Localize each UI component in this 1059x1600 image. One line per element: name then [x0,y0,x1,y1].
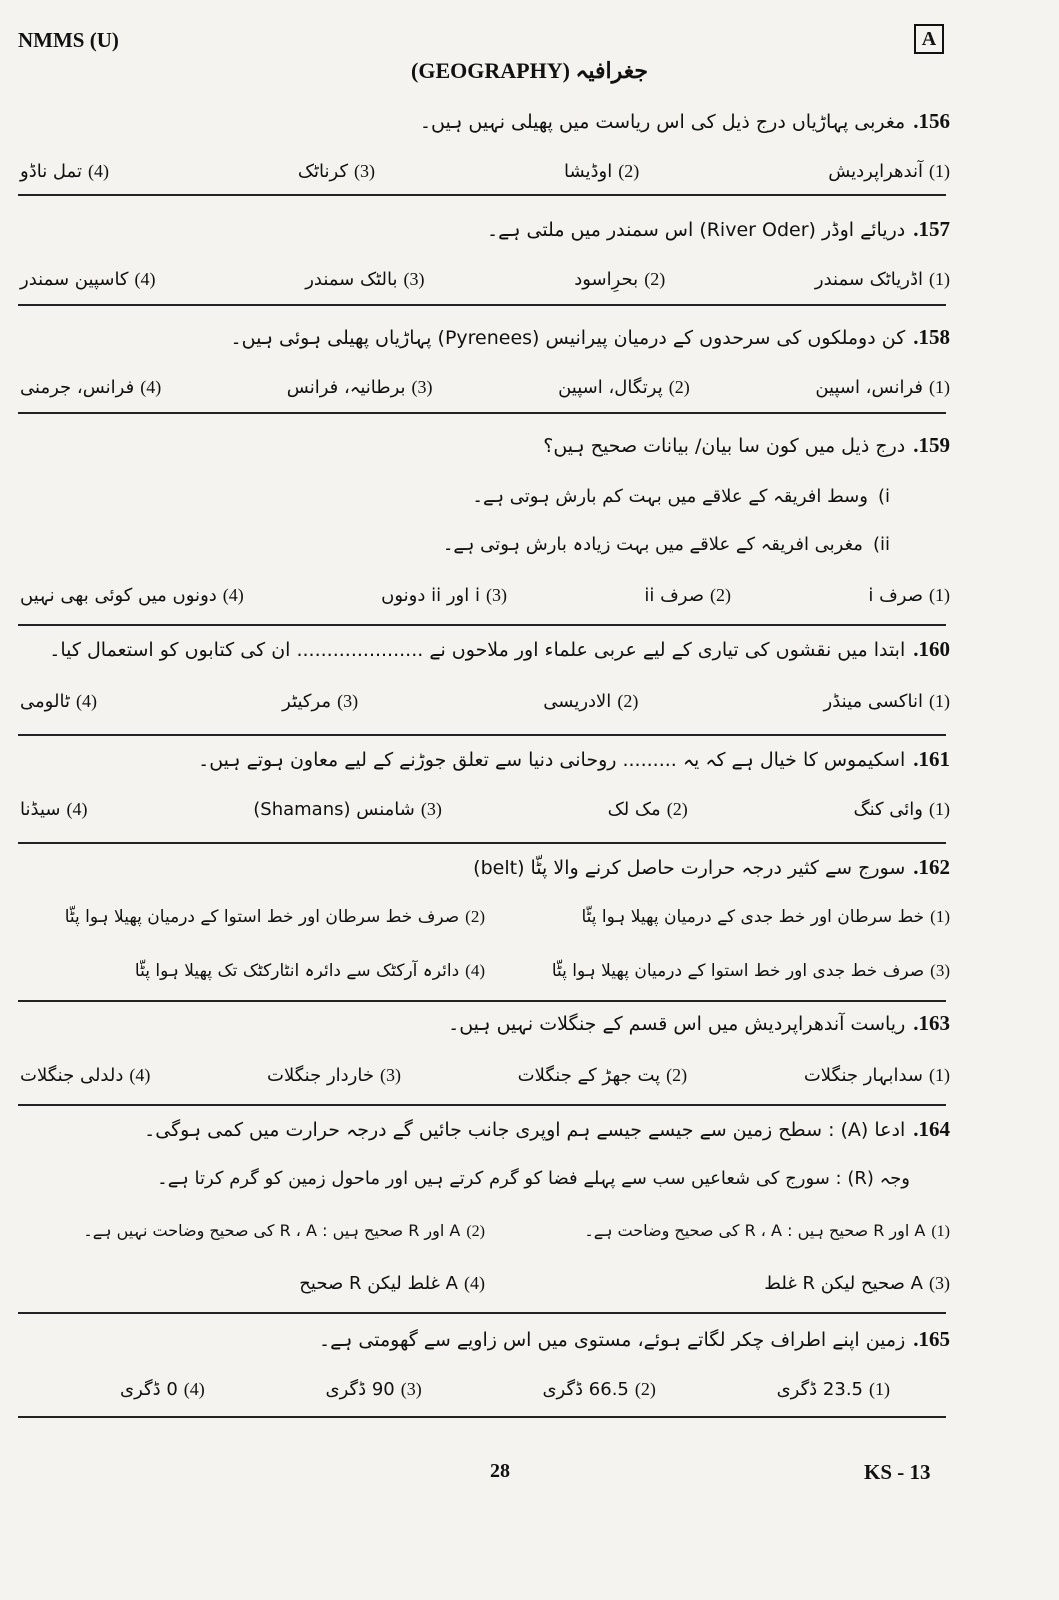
question-number: 164. [913,1117,950,1141]
question-stem: 158.کن دوملکوں کی سرحدوں کے درمیان پیرانیس (Pyrenees) پہاڑیاں پھیلی ہوئی ہیں۔ [230,325,950,349]
question-159 [20,430,950,610]
divider [18,304,946,306]
option-4[interactable]: (4)دلدلی جنگلات [20,1065,151,1086]
options-row-2 [20,1268,950,1298]
options [20,156,950,186]
statement-i: i)وسط افریقہ کے علاقے میں بہت کم بارش ہوتی ہے۔ [472,486,890,507]
option-2[interactable]: (2)پت جھڑ کے جنگلات [517,1065,688,1086]
question-number: 156. [913,109,950,133]
question-stem: 163.ریاست آندھراپردیش میں اس قسم کے جنگلات نہیں ہیں۔ [448,1011,950,1035]
option-1[interactable]: (1)آندھراپردیش [828,161,950,182]
question-number: 157. [913,217,950,241]
question-156 [20,106,950,186]
divider [18,1416,946,1418]
option-1[interactable]: (1)23.5 ڈگری [776,1379,890,1400]
options [20,686,950,716]
question-158 [20,322,950,402]
option-3[interactable]: (3)خاردار جنگلات [267,1065,401,1086]
options [20,794,950,824]
options [20,372,950,402]
paper-code: NMMS (U) [18,28,119,52]
option-1[interactable]: (1)اناکسی مینڈر [823,691,950,712]
option-1[interactable]: (1)اڈریاٹک سمندر [814,269,950,290]
option-2[interactable]: (2)A اور R صحیح ہیں : R ، A کی صحیح وضاحت نہیں ہے۔ [83,1221,485,1240]
divider [18,734,946,736]
option-4[interactable]: (4)سیڈنا [20,799,88,820]
option-1[interactable]: (1)وائی کنگ [853,799,950,820]
option-2[interactable]: (2)66.5 ڈگری [542,1379,656,1400]
question-stem: 159.درج ذیل میں کون سا بیان/ بیانات صحیح ہیں؟ [543,433,950,457]
option-3[interactable]: (3)برطانیہ، فرانس [286,377,433,398]
option-4[interactable]: (4)تمل ناڈو [20,161,109,182]
question-number: 158. [913,325,950,349]
divider [18,842,946,844]
option-1[interactable]: (1)فرانس، اسپین [815,377,950,398]
option-2[interactable]: (2)پرتگال، اسپین [558,377,690,398]
option-2[interactable]: (2)الادریسی [543,691,639,712]
option-4[interactable]: (4)0 ڈگری [120,1379,205,1400]
question-162 [20,852,950,986]
question-157 [20,214,950,294]
divider [18,1104,946,1106]
option-2[interactable]: (2)صرف خط سرطان اور خط استوا کے درمیان پھیلا ہوا پٹّا [64,907,485,927]
option-2[interactable]: (2)صرف ii [644,585,731,606]
options [20,1374,950,1404]
question-164 [20,1114,950,1298]
question-stem: 161.اسکیموس کا خیال ہے کہ یہ ......... روحانی دنیا سے تعلق جوڑنے کے لیے معاون ہوتے ہیں۔ [198,747,950,771]
option-3[interactable]: (3)مرکیٹر [282,691,359,712]
question-number: 162. [913,855,950,879]
option-4[interactable]: (4)ٹالومی [20,691,97,712]
option-1[interactable]: (1)سدابہار جنگلات [803,1065,950,1086]
option-2[interactable]: (2)بحرِاسود [574,269,666,290]
question-number: 160. [913,637,950,661]
option-1[interactable]: (1)A اور R صحیح ہیں : R ، A کی صحیح وضاحت ہے۔ [584,1221,950,1240]
option-4[interactable]: (4)کاسپین سمندر [20,269,156,290]
option-2[interactable]: (2)اوڈیشا [563,161,640,182]
options [20,264,950,294]
divider [18,1000,946,1002]
question-stem: 162.سورج سے کثیر درجہ حرارت حاصل کرنے والا پٹّا (belt) [473,855,950,879]
option-1[interactable]: (1)صرف i [868,585,950,606]
option-4[interactable]: (4)دائرہ آرکٹک سے دائرہ انٹارکٹک تک پھیلا ہوا پٹّا [134,961,485,981]
divider [18,1312,946,1314]
options [20,1060,950,1090]
question-stem: 157.دریائے اوڈر (River Oder) اس سمندر میں ملتی ہے۔ [487,217,950,241]
question-number: 159. [913,433,950,457]
question-number: 163. [913,1011,950,1035]
question-160 [20,634,950,716]
divider [18,624,946,626]
options-row-2 [20,956,950,986]
statement-ii: ii)مغربی افریقہ کے علاقے میں بہت زیادہ بارش ہوتی ہے۔ [442,534,890,555]
set-badge: A [914,24,944,54]
booklet-code: KS - 13 [864,1460,931,1484]
question-stem: 165.زمین اپنے اطراف چکر لگاتے ہوئے، مستوی میں اس زاویے سے گھومتی ہے۔ [318,1327,950,1351]
option-4[interactable]: (4)A غلط لیکن R صحیح [299,1273,485,1294]
option-3[interactable]: (3)90 ڈگری [325,1379,422,1400]
option-3[interactable]: (3)صرف خط جدی اور خط استوا کے درمیان پھیلا ہوا پٹّا [551,961,950,981]
option-3[interactable]: (3)شامنس (Shamans) [253,799,442,820]
question-number: 165. [913,1327,950,1351]
option-4[interactable]: (4)دونوں میں کوئی بھی نہیں [20,585,244,606]
option-3[interactable]: (3)کرناٹک [297,161,376,182]
reason-statement: وجہ (R) : سورج کی شعاعیں سب سے پہلے فضا کو گرم کرتے ہیں اور ماحول زمین کو گرم کرتا ہے۔ [157,1168,910,1189]
option-1[interactable]: (1)خط سرطان اور خط جدی کے درمیان پھیلا ہوا پٹّا [581,907,950,927]
section-title: (GEOGRAPHY) جغرافیہ [411,58,648,83]
question-165 [20,1324,950,1404]
option-2[interactable]: (2)مک لک [607,799,688,820]
option-3[interactable]: (3)i اور ii دونوں [381,585,507,606]
question-stem: 164.ادعا (A) : سطح زمین سے جیسے جیسے ہم اوپری جانب جائیں گے درجہ حرارت میں کمی ہوگی۔ [144,1117,950,1141]
options-row-1 [20,902,950,932]
divider [18,194,946,196]
question-161 [20,744,950,824]
options-row-1 [20,1216,950,1246]
options [20,580,950,610]
option-3[interactable]: (3)بالٹک سمندر [305,269,425,290]
question-stem: 156.مغربی پہاڑیاں درج ذیل کی اس ریاست میں پھیلی نہیں ہیں۔ [419,109,950,133]
option-3[interactable]: (3)A صحیح لیکن R غلط [764,1273,950,1294]
question-stem: 160.ابتدا میں نقشوں کی تیاری کے لیے عربی علماء اور ملاحوں نے ..................... ان کی کتابوں کو استعمال کیا۔ [49,637,950,661]
option-4[interactable]: (4)فرانس، جرمنی [20,377,162,398]
divider [18,412,946,414]
question-number: 161. [913,747,950,771]
question-163 [20,1008,950,1090]
page-number: 28 [490,1460,510,1482]
